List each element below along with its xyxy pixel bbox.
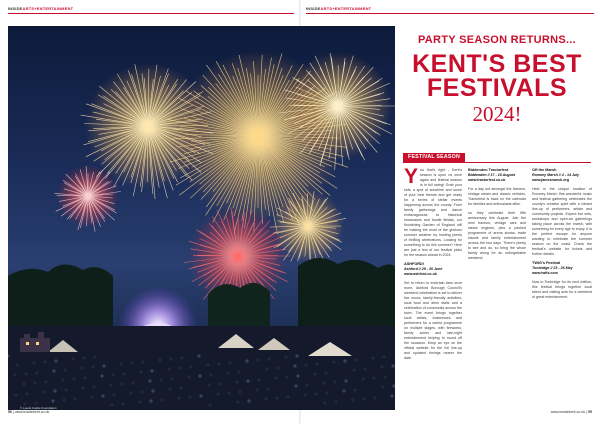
footer-website[interactable]: www.insidekent.co.uk [550, 410, 586, 414]
event-header-twigs [532, 261, 592, 276]
event-website[interactable]: www.tractorfest.co.uk [468, 178, 506, 182]
photo-credit: © Leeds Castle Foundation [20, 406, 57, 410]
header-brand: INSIDE [306, 6, 321, 11]
article-title-line1: KENT'S BEST [412, 50, 582, 78]
event-header-tractorfest [468, 168, 526, 183]
footer-website[interactable]: www.insidekent.co.uk [14, 410, 50, 414]
continued-text: so they celebrate their fifth anniversary this August. Join the mini tractors, vintage cars and steam engines, plus a packed programme of arena shows, trade stands and family entertainment across the two days. There's plenty to see and do, so bring the whole family along for an unforgettable weekend. [468, 211, 526, 260]
event-description: Set to return to entertain fans once more, Ashford Borough Council's weekend celebration is set to deliver live music, family-friendly activities, local food and drink stalls and a celebration of community across the town. The event brings together local artists, businesses and performers for a varied programme on multiple stages, with fireworks, family zones and late-night entertainment helping to round off the occasion. Keep an eye on the official website for the full line-up and updated timings nearer the date. [404, 281, 462, 360]
header-rule-left [8, 13, 294, 14]
event-date: Romney Marsh // 4 - 14 July [532, 173, 580, 177]
event-name: Biddenden Tractorfest [468, 168, 509, 172]
event-date: Biddenden // 17 - 18 August [468, 173, 515, 177]
header-brand: INSIDE [8, 6, 23, 11]
event-description: Now in Tonbridge for its next edition, this festival brings together local talent and visiting acts for a weekend of great entertainment. [532, 280, 592, 299]
footer-right: www.insidekent.co.uk | 55 [550, 410, 592, 414]
header-section: ARTS+ENTERTAINMENT [320, 6, 372, 11]
event-date: Ashford // 29 - 30 June [404, 267, 443, 271]
event-website[interactable]: www.twifs.com [532, 271, 558, 275]
section-rule [403, 162, 591, 163]
intro-text: ou that's right - Kent's season is upon us once again and festival season is in full swing! Grab your kids, a spot of sunshine and some of your best friends and get ready for a series of stellar events happening across the county. From family gatherings and dance extravaganzas to historical showcases and foodie fiestas, our flourishing Garden of England will be making the most of the glorious summer weather by hosting plenty of thrilling celebrations. Looking for something to do this summer? Here are just a few of our festival picks for the season ahead in 2024. [404, 168, 462, 257]
event-description: For a day out amongst the farmers, vintage steam and classic vehicles, Tractorfest is back on the calendar for families and enthusiasts alike. [468, 187, 526, 206]
fireworks-photo [8, 26, 395, 410]
header-rule-right [306, 13, 594, 14]
intro-paragraph [404, 165, 462, 258]
article-title-line2: FESTIVALS [426, 74, 568, 102]
page-number: 55 [588, 410, 592, 414]
running-header-right [306, 6, 371, 11]
article-kicker: PARTY SEASON RETURNS... [417, 34, 577, 46]
event-name: TWIG's Festival [532, 261, 561, 265]
page-number: 56 [8, 410, 12, 414]
event-name: Off the Marsh [532, 168, 557, 172]
event-description: Held in the unique location of Romney Marsh, this wonderful music and festival gathering celebrates the county's creative spirit with a vibrant line-up of performers, artists and community projects. Expect live sets, workshops and open-air gatherings taking place across the marsh, with something for every age to enjoy. It is the perfect escape for anyone wanting to celebrate the summer season on the coast. Check the festival's website for tickets and further details. [532, 187, 592, 256]
event-name: ASHFORD! [404, 262, 425, 266]
article-year: 2024! [472, 102, 522, 126]
event-date: Tonbridge // 23 - 26 May [532, 266, 573, 270]
event-website[interactable]: www.ashford.co.uk [404, 272, 437, 276]
article-column-1 [404, 165, 462, 365]
event-header-ashford [404, 262, 462, 277]
fireworks-illustration [8, 26, 395, 410]
section-tag: FESTIVAL SEASON [403, 153, 465, 162]
dropcap: Y [404, 165, 419, 188]
event-website[interactable]: www.jamesmarsh.org [532, 178, 570, 182]
article-column-3 [532, 168, 592, 304]
article-column-2 [468, 168, 526, 265]
header-section: ARTS+ENTERTAINMENT [22, 6, 74, 11]
running-header-left [8, 6, 73, 11]
event-header-off-the-marsh [532, 168, 592, 183]
footer-left: 56 | www.insidekent.co.uk [8, 410, 50, 414]
